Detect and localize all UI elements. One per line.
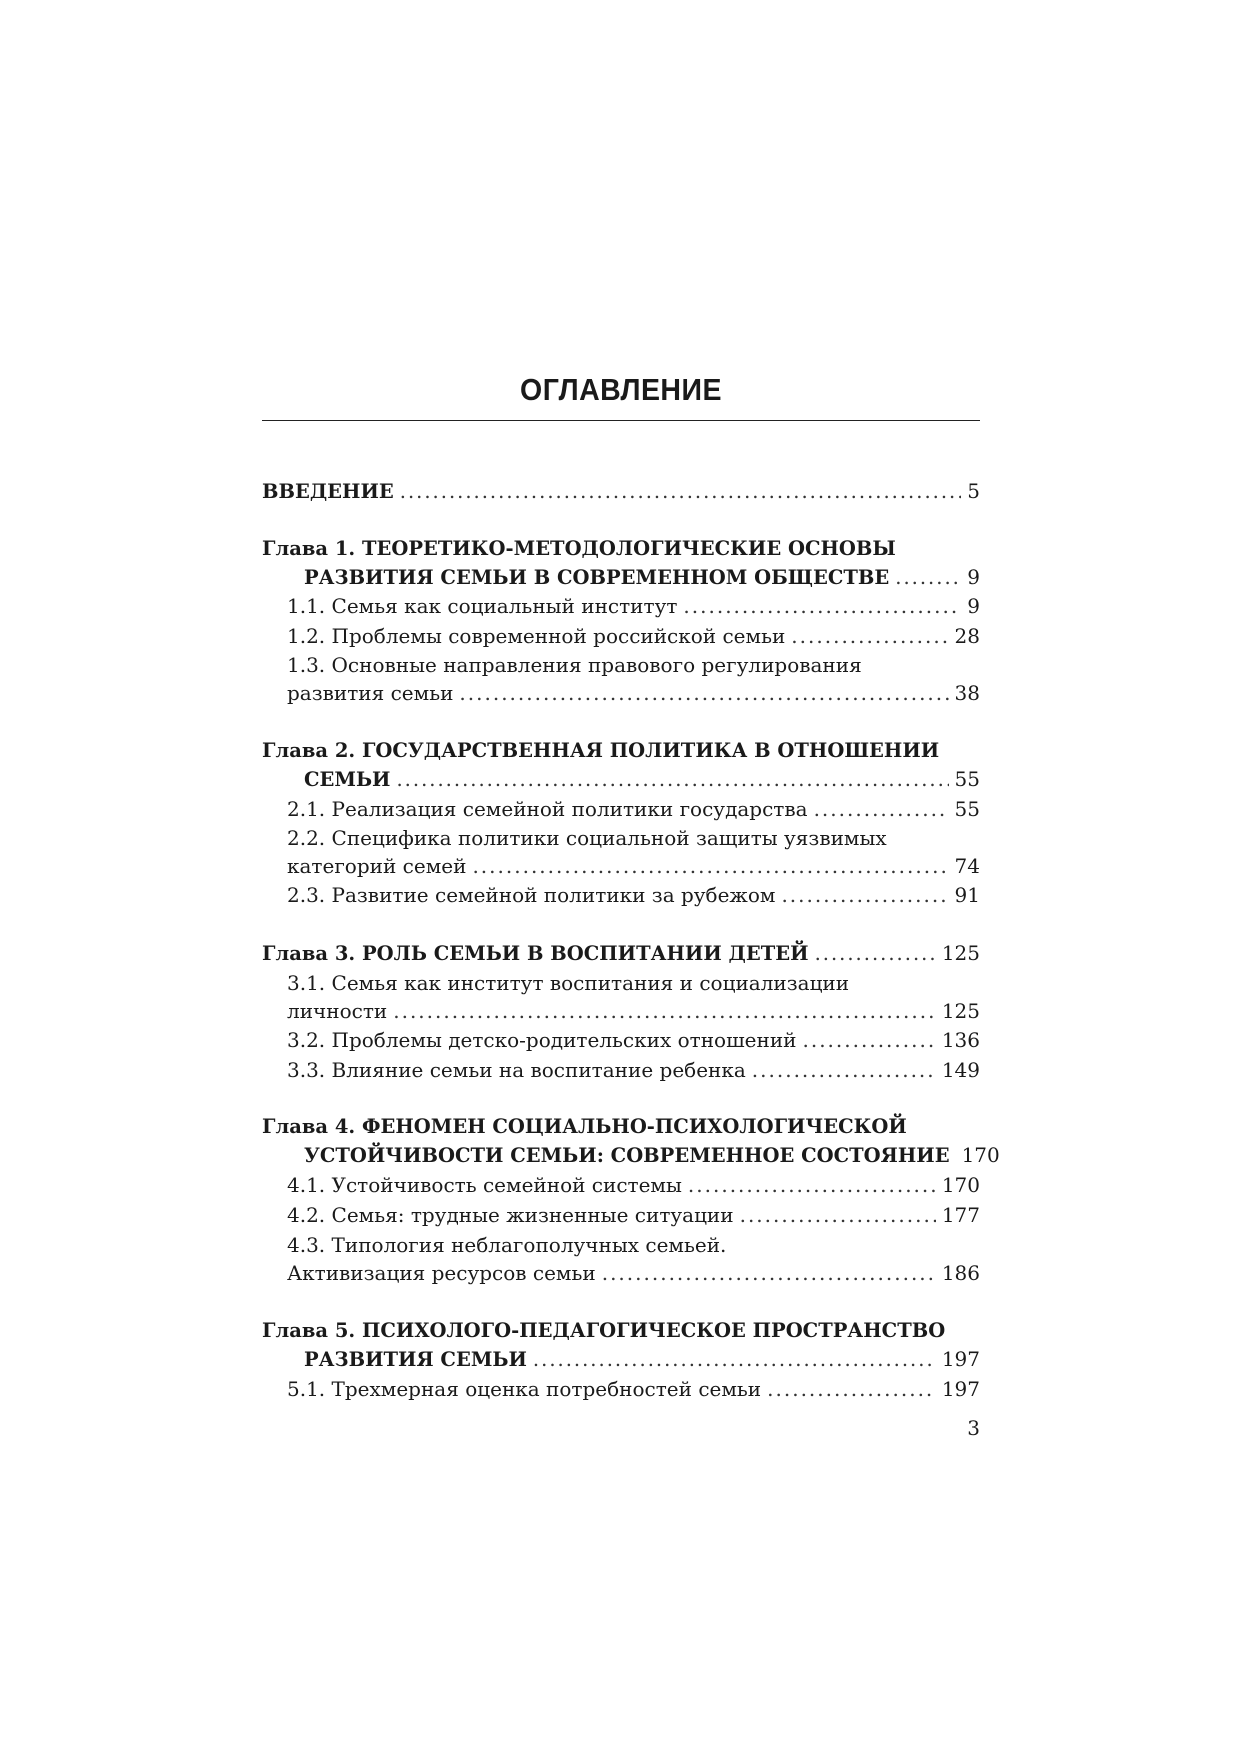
dot-leader [740,1201,936,1229]
toc-entry-label: 2.2. Специфика политики социальной защиты уязвимых [287,826,887,850]
toc-page-number: 74 [954,854,980,878]
dot-leader [472,852,948,880]
toc-section-5-1[interactable] [262,1375,980,1403]
toc-entry-label: Глава 1. ТЕОРЕТИКО-МЕТОДОЛОГИЧЕСКИЕ ОСНОВЫ [262,537,896,560]
toc-page-number: 28 [954,624,980,648]
toc-entry-label: Глава 5. ПСИХОЛОГО-ПЕДАГОГИЧЕСКОЕ ПРОСТРАНСТВО [262,1319,946,1342]
dot-leader [815,940,936,968]
toc-chapter-2-heading[interactable] [262,737,980,765]
toc-page-number: 38 [954,681,980,705]
toc-entry-label: Активизация ресурсов семьи [287,1261,596,1285]
dot-leader [752,1056,936,1084]
title-divider [262,420,980,421]
toc-section-4-3-heading[interactable] [262,1231,980,1259]
toc-section-4-3[interactable] [262,1259,980,1287]
toc-chapter-5-heading[interactable] [262,1317,980,1345]
toc-page-number: 149 [941,1058,980,1082]
toc-section-4-2[interactable] [262,1201,980,1229]
toc-page-number: 136 [941,1028,980,1052]
toc-section-1-3-heading[interactable] [262,651,980,679]
toc-entry-label: 3.3. Влияние семьи на воспитание ребенка [287,1058,746,1082]
toc-section-3-3[interactable] [262,1056,980,1084]
toc-section-2-2[interactable] [262,852,980,880]
toc-page-number: 55 [954,797,980,821]
toc-page-number: 9 [967,594,980,618]
toc-entry-label: РАЗВИТИЯ СЕМЬИ В СОВРЕМЕННОМ ОБЩЕСТВЕ [304,566,890,589]
dot-leader [781,881,948,909]
toc-entry-label: УСТОЙЧИВОСТИ СЕМЬИ: СОВРЕМЕННОЕ СОСТОЯНИЕ [304,1144,950,1167]
toc-entry-label: категорий семей [287,854,467,878]
toc-section-4-1[interactable] [262,1171,980,1199]
toc-chapter-3[interactable] [262,939,980,967]
toc-entry-label: 3.2. Проблемы детско-родительских отношений [287,1028,797,1052]
toc-page-number: 197 [941,1347,980,1371]
toc-section-1-2[interactable] [262,622,980,650]
dot-leader [393,997,936,1025]
toc-entry-label: 1.3. Основные направления правового регулирования [287,653,862,677]
toc-entry-label: 3.1. Семья как институт воспитания и социализации [287,971,850,995]
dot-leader [683,592,961,620]
toc-section-1-1[interactable] [262,592,980,620]
toc-section-3-1-heading[interactable] [262,969,980,997]
toc-entry-label: развития семьи [287,681,454,705]
toc-chapter-1[interactable] [262,563,980,591]
toc-entry-label: 4.3. Типология неблагополучных семьей. [287,1233,727,1257]
toc-entry-label: 1.1. Семья как социальный институт [287,594,678,618]
toc-section-2-2-heading[interactable] [262,824,980,852]
dot-leader [791,622,948,650]
toc-entry-label: 1.2. Проблемы современной российской семьи [287,624,786,648]
toc-entry-label: личности [287,999,388,1023]
toc-chapter-2[interactable] [262,765,980,793]
toc-entry-label: Глава 4. ФЕНОМЕН СОЦИАЛЬНО-ПСИХОЛОГИЧЕСКОЙ [262,1115,907,1138]
toc-page-number: 9 [967,565,980,589]
dot-leader [400,478,962,506]
toc-section-3-1[interactable] [262,997,980,1025]
toc-page-number: 170 [941,1173,980,1197]
toc-chapter-1-heading[interactable] [262,535,980,563]
toc-page-number: 197 [941,1377,980,1401]
toc-page-number: 125 [941,999,980,1023]
dot-leader [459,679,948,707]
toc-entry-label: ВВЕДЕНИЕ [262,480,394,503]
dot-leader [533,1346,936,1374]
page-title: ОГЛАВЛЕНИЕ [520,372,722,407]
dot-leader [895,564,961,592]
dot-leader [767,1375,936,1403]
toc-entry-label: Глава 2. ГОСУДАРСТВЕННАЯ ПОЛИТИКА В ОТНОШЕНИИ [262,739,940,762]
dot-leader [602,1259,936,1287]
toc-page-number: 177 [941,1203,980,1227]
toc-chapter-5[interactable] [262,1345,980,1373]
toc-entry-label: Глава 3. РОЛЬ СЕМЬИ В ВОСПИТАНИИ ДЕТЕЙ [262,942,809,965]
toc-entry-intro[interactable] [262,477,980,505]
dot-leader [396,766,948,794]
toc-entry-label: РАЗВИТИЯ СЕМЬИ [304,1348,527,1371]
toc-page-number: 91 [954,883,980,907]
dot-leader [814,795,949,823]
toc-page-number: 186 [941,1261,980,1285]
toc-entry-label: 4.1. Устойчивость семейной системы [287,1173,682,1197]
toc-section-2-1[interactable] [262,795,980,823]
toc-chapter-4[interactable] [262,1141,1000,1169]
toc-chapter-4-heading[interactable] [262,1113,980,1141]
dot-leader [688,1171,936,1199]
toc-entry-label: СЕМЬИ [304,768,391,791]
toc-entry-label: 2.1. Реализация семейной политики государства [287,797,808,821]
toc-entry-label: 4.2. Семья: трудные жизненные ситуации [287,1203,734,1227]
toc-page-number: 5 [967,479,980,503]
toc-entry-label: 2.3. Развитие семейной политики за рубежом [287,883,776,907]
page-number: 3 [967,1416,980,1440]
toc-page-number: 125 [941,941,980,965]
dot-leader [802,1026,935,1054]
toc-section-3-2[interactable] [262,1026,980,1054]
toc-entry-label: 5.1. Трехмерная оценка потребностей семьи [287,1377,762,1401]
toc-page-number: 170 [961,1143,1000,1167]
toc-section-2-3[interactable] [262,881,980,909]
toc-section-1-3[interactable] [262,679,980,707]
toc-page-number: 55 [954,767,980,791]
